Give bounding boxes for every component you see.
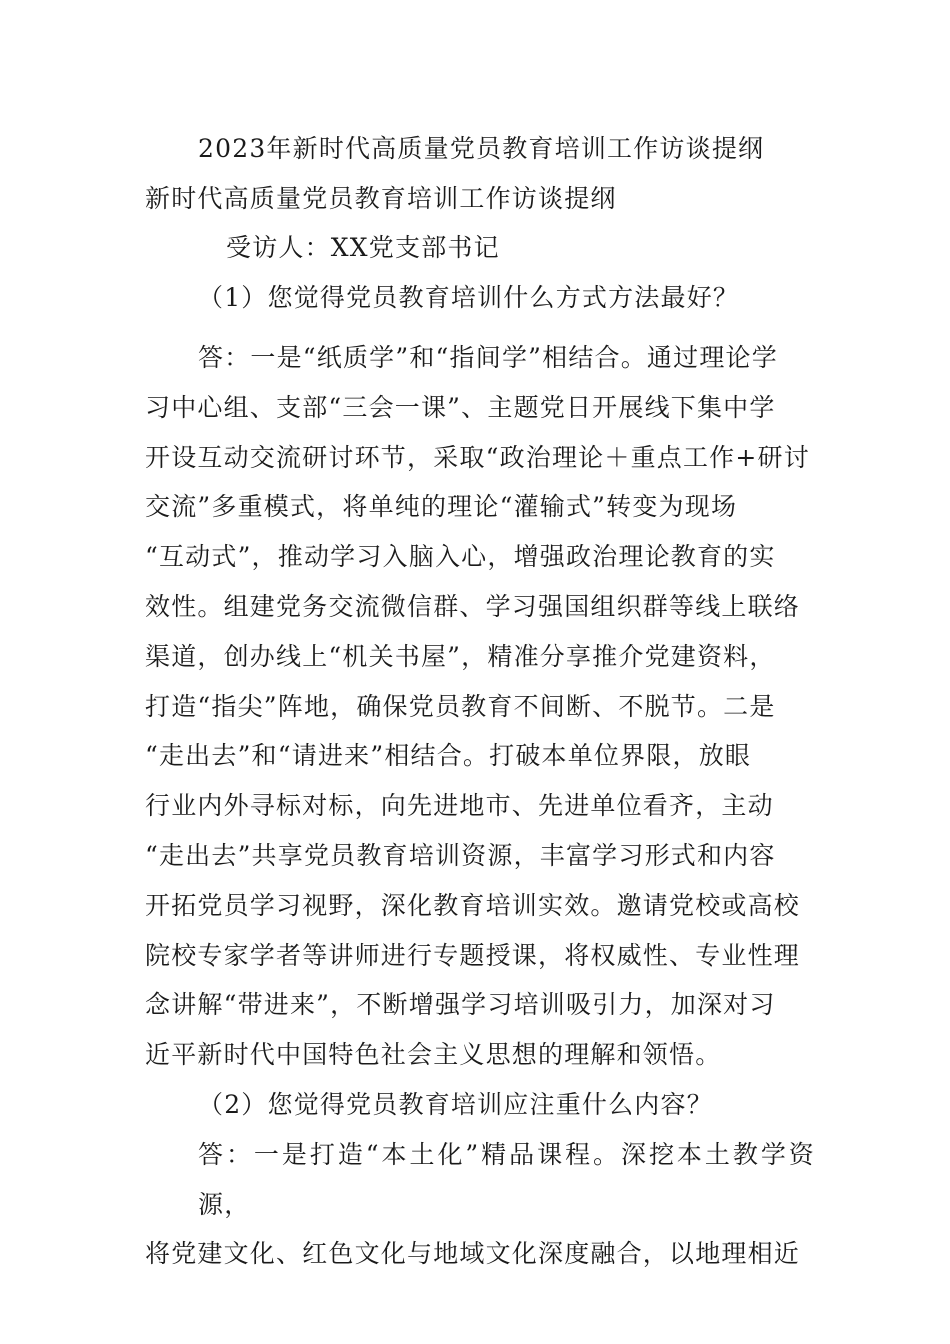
answer-1-line: “互动式”，推动学习入脑入心，增强政治理论教育的实	[145, 542, 776, 572]
interviewee-line: 受访人：XX党支部书记	[226, 233, 500, 262]
answer-2-line: 将党建文化、红色文化与地域文化深度融合，以地理相近	[145, 1239, 801, 1269]
answer-1-line: 效性。组建党务交流微信群、学习强国组织群等线上联络	[145, 591, 801, 621]
document-title: 2023年新时代高质量党员教育培训工作访谈提纲	[198, 134, 765, 163]
answer-1-line: 近平新时代中国特色社会主义思想的理解和领悟。	[145, 1040, 722, 1070]
answer-2-line: 答：一是打造“本土化”精品课程。深挖本土教学资源，	[198, 1139, 815, 1219]
answer-1-line: 开设互动交流研讨环节，采取“政治理论＋重点工作+研讨	[145, 442, 810, 472]
body-text	[145, 333, 815, 1279]
document-subtitle: 新时代高质量党员教育培训工作访谈提纲	[145, 184, 617, 213]
answer-1-line: 打造“指尖”阵地，确保党员教育不间断、不脱节。二是	[145, 691, 776, 721]
answer-1-line: 念讲解“带进来”，不断增强学习培训吸引力，加深对习	[145, 990, 776, 1020]
answer-1-line: “走出去”共享党员教育培训资源，丰富学习形式和内容	[145, 840, 776, 870]
answer-1-line: 渠道，创办线上“机关书屋”，精准分享推介党建资料，	[145, 641, 776, 671]
question-2: （2）您觉得党员教育培训应注重什么内容？	[198, 1089, 713, 1119]
answer-1-line: 行业内外寻标对标，向先进地市、先进单位看齐，主动	[145, 791, 774, 821]
answer-1-line: 习中心组、支部“三会一课”、主题党日开展线下集中学	[145, 392, 776, 422]
answer-1-line: 开拓党员学习视野，深化教育培训实效。邀请党校或高校	[145, 890, 801, 920]
question-1: （1）您觉得党员教育培训什么方式方法最好？	[198, 283, 740, 312]
answer-1-line: 答：一是“纸质学”和“指间学”相结合。通过理论学	[198, 343, 778, 372]
answer-1-line: 院校专家学者等讲师进行专题授课，将权威性、专业性理	[145, 940, 801, 970]
answer-1-line: “走出去”和“请进来”相结合。打破本单位界限，放眼	[145, 741, 752, 771]
answer-1-line: 交流”多重模式，将单纯的理论“灌输式”转变为现场	[145, 492, 738, 522]
